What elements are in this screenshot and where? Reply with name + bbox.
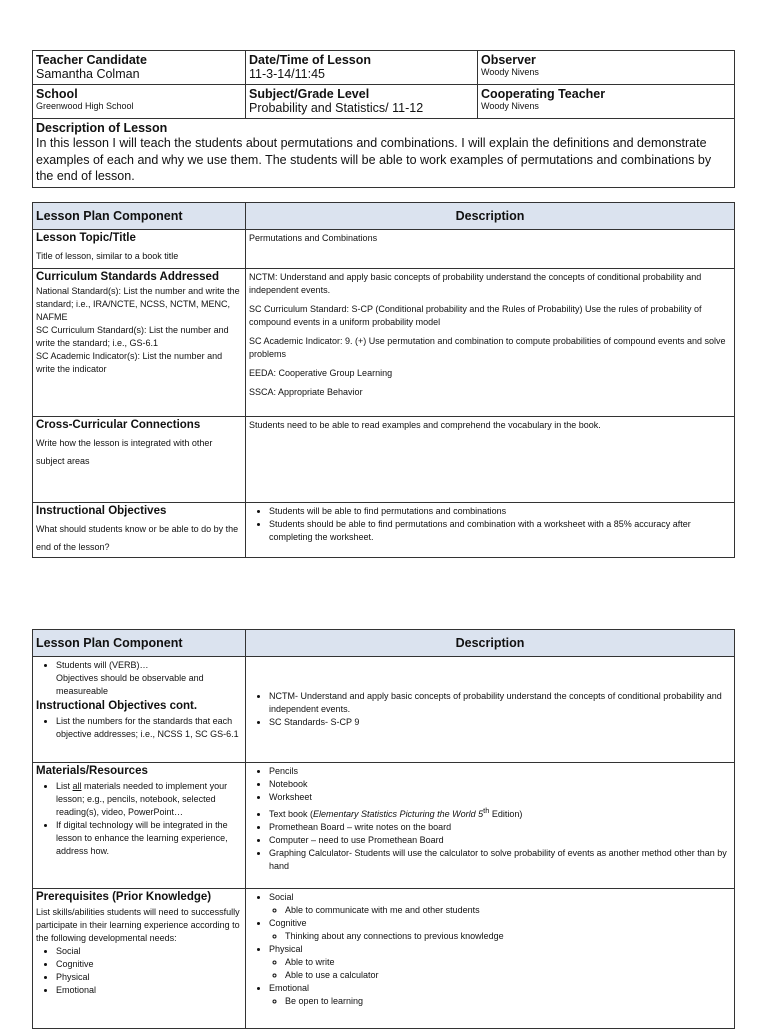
list-item: ◦ Able to use a calculator [285, 969, 731, 982]
materials-values [246, 763, 735, 889]
subject-value: Probability and Statistics/ 11-12 [249, 101, 424, 115]
list-item: • Promethean Board – write notes on the board [269, 821, 731, 834]
cross-curricular-label: Cross-Curricular Connections [36, 419, 201, 431]
col-header-description: Description [246, 203, 735, 230]
teacher-value: Samantha Colman [36, 67, 140, 81]
objectives-measurable: Objectives should be observable and measureable [56, 673, 204, 696]
col-header-component-2: Lesson Plan Component [33, 630, 246, 657]
prerequisites-label: Prerequisites (Prior Knowledge) [36, 891, 212, 903]
list-item: • Cognitive ◦ Thinking about any connections to previous knowledge [269, 917, 731, 943]
lesson-plan-table-2 [32, 629, 735, 1029]
list-item: • Emotional [56, 984, 242, 997]
school-label: School [36, 87, 78, 101]
objectives-hint: What should students know or be able to do by the end of the lesson? [36, 524, 239, 552]
topic-label: Lesson Topic/Title [36, 232, 136, 244]
topic-cell [33, 230, 246, 269]
header-table [32, 50, 735, 188]
col-header-component: Lesson Plan Component [33, 203, 246, 230]
list-item: • List all materials needed to implement your lesson; e.g., pencils, notebook, selected reading(s), video, PowerPoint… [56, 780, 242, 819]
observer-value: Woody Nivens [481, 67, 539, 77]
teacher-label: Teacher Candidate [36, 53, 147, 67]
objectives-label: Instructional Objectives [36, 505, 167, 517]
prerequisites-hint: List skills/abilities students will need to successfully participate in their learning experience according to the following developmental needs: [36, 907, 240, 943]
prerequisites-cell [33, 889, 246, 1029]
description-text: In this lesson I will teach the students about permutations and combinations. I will explain the definitions and demonstrate examples of each and why we use them. The students will be able to work examples of permutations and combinations by the end of lesson. [36, 136, 712, 183]
teacher-cell [33, 51, 246, 85]
lesson-plan-table-1 [32, 202, 735, 558]
list-item: • Social [56, 945, 242, 958]
list-item: ◦ Be open to learning [285, 995, 731, 1008]
cross-curricular-value: Students need to be able to read examples and comprehend the vocabulary in the book. [246, 417, 735, 503]
subject-label: Subject/Grade Level [249, 87, 370, 101]
list-item: • SC Standards- S-CP 9 [269, 716, 731, 729]
curriculum-hint-indicator: SC Academic Indicator(s): List the number and write the indicator [36, 351, 223, 374]
curriculum-sc-indicator: SC Academic Indicator: 9. (+) Use permutation and combination to compute probabilities of compound events and solve problems [249, 336, 726, 359]
list-item: • Worksheet [269, 791, 731, 804]
list-item: • Cognitive [56, 958, 242, 971]
list-item: • List the numbers for the standards that each objective addresses; i.e., NCSS 1, SC GS-6.1 [56, 715, 242, 741]
curriculum-values [246, 269, 735, 417]
list-item: ◦ Thinking about any connections to previous knowledge [285, 930, 731, 943]
cross-curricular-cell [33, 417, 246, 503]
curriculum-hint-sc: SC Curriculum Standard(s): List the number and write the standard; i.e., GS-6.1 [36, 325, 229, 348]
list-item: • Computer – need to use Promethean Board [269, 834, 731, 847]
objectives-cell [33, 503, 246, 558]
coop-cell [478, 85, 735, 119]
date-label: Date/Time of Lesson [249, 53, 372, 67]
curriculum-eeda: EEDA: Cooperative Group Learning [249, 368, 393, 378]
objectives-cont-label: Instructional Objectives cont. [36, 700, 198, 712]
school-value: Greenwood High School [36, 101, 134, 111]
list-item: • Students will be able to find permutations and combinations [269, 505, 731, 518]
list-item: • Physical ◦ Able to write ◦ Able to use a calculator [269, 943, 731, 982]
coop-value: Woody Nivens [481, 101, 539, 111]
list-item: • Pencils [269, 765, 731, 778]
objectives-values [246, 503, 735, 558]
subject-cell [246, 85, 478, 119]
cross-curricular-hint: Write how the lesson is integrated with other subject areas [36, 438, 213, 466]
list-item: • Text book (Elementary Statistics Picturing the World 5th Edition) [269, 804, 731, 821]
list-item: ◦ Able to communicate with me and other students [285, 904, 731, 917]
topic-value: Permutations and Combinations [246, 230, 735, 269]
col-header-description-2: Description [246, 630, 735, 657]
list-item: • Emotional ◦ Be open to learning [269, 982, 731, 1008]
curriculum-cell [33, 269, 246, 417]
curriculum-ssca: SSCA: Appropriate Behavior [249, 387, 363, 397]
prerequisites-values [246, 889, 735, 1029]
observer-label: Observer [481, 53, 536, 67]
materials-cell [33, 763, 246, 889]
list-item: • Notebook [269, 778, 731, 791]
list-item: • Social ◦ Able to communicate with me and other students [269, 891, 731, 917]
coop-label: Cooperating Teacher [481, 87, 606, 101]
materials-label: Materials/Resources [36, 765, 148, 777]
curriculum-nctm: NCTM: Understand and apply basic concepts of probability understand the concepts of conditional probability and independent events. [249, 272, 702, 295]
curriculum-hint-national: National Standard(s): List the number and write the standard; i.e., IRA/NCTE, NCSS, NCTM, MENC, NAFME [36, 286, 240, 322]
list-item: • Students should be able to find permutations and combination with a worksheet with a 85% accuracy after completing the worksheet. [269, 518, 731, 544]
objectives-cont-cell [33, 657, 246, 763]
list-item: • If digital technology will be integrated in the lesson to enhance the learning experience, address how. [56, 819, 242, 858]
date-value: 11-3-14/11:45 [249, 67, 325, 81]
list-item: • Graphing Calculator- Students will use the calculator to solve probability of events as another method other than by hand [269, 847, 731, 873]
list-item: • NCTM- Understand and apply basic concepts of probability understand the concepts of conditional probability and independent events. [269, 690, 731, 716]
objectives-verb: Students will (VERB)… [56, 660, 149, 670]
date-cell [246, 51, 478, 85]
list-item: • Physical [56, 971, 242, 984]
curriculum-sc-standard: SC Curriculum Standard: S-CP (Conditional probability and the Rules of Probability) Use the rules of probability of compound events in a uniform probability model [249, 304, 702, 327]
school-cell [33, 85, 246, 119]
list-item: ◦ Able to write [285, 956, 731, 969]
description-cell [33, 119, 735, 188]
description-label: Description of Lesson [36, 121, 168, 135]
list-item [56, 659, 242, 698]
curriculum-label: Curriculum Standards Addressed [36, 271, 219, 283]
topic-hint: Title of lesson, similar to a book title [36, 251, 179, 261]
objectives-cont-values [246, 657, 735, 763]
observer-cell [478, 51, 735, 85]
